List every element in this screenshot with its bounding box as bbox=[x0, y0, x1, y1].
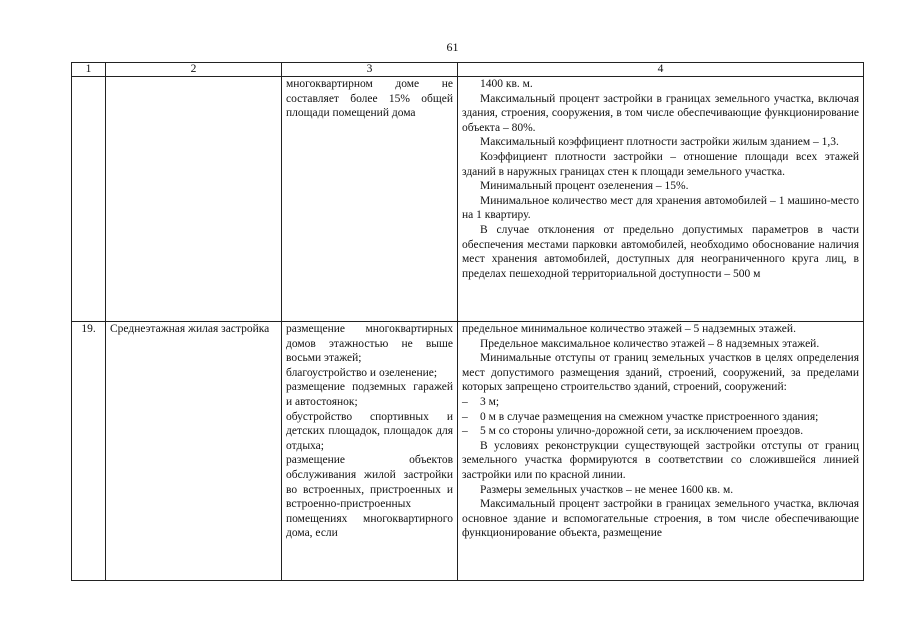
parameter-text: Максимальный процент застройки в границах земельного участка, включая основное здание и вспомогательные строения, в том числе обеспечивающие функционирование объекта, размещение bbox=[462, 498, 859, 540]
table-row-continuation bbox=[72, 77, 864, 322]
cell-name bbox=[106, 77, 282, 322]
parameter-text: Максимальный процент застройки в границах земельного участка, включая здания, строения, сооружения, в том числе обеспечивающие функционирование объекта – 80%. bbox=[462, 92, 859, 134]
permitted-use-text: благоустройство и озеленение; bbox=[286, 366, 438, 379]
column-number-2: 2 bbox=[106, 63, 282, 77]
dash-item-text: 0 м в случае размещения на смежном участке пристроенного здания; bbox=[480, 410, 819, 423]
cell-parameters bbox=[458, 322, 864, 581]
column-number-row bbox=[72, 63, 864, 77]
parameter-text: Минимальные отступы от границ земельных участков в целях определения мест допустимого размещения зданий, строений, сооружений, за пределами которых запрещено строительство зданий, строений, сооружений: bbox=[462, 352, 859, 394]
permitted-use-text: размещение подземных гаражей и автостоянок; bbox=[286, 381, 453, 408]
parameter-text: Коэффициент плотности застройки – отношение площади всех этажей зданий в наружных границах стен к площади земельного участка. bbox=[462, 150, 859, 178]
dash-list-item bbox=[462, 395, 859, 410]
dash-list-item bbox=[462, 424, 859, 439]
regulations-table bbox=[71, 62, 864, 581]
zone-name bbox=[106, 322, 282, 581]
table-row-19 bbox=[72, 322, 864, 581]
permitted-use-text: размещение многоквартирных домов этажностью не выше восьми этажей; bbox=[286, 323, 453, 365]
dash-list-item bbox=[462, 410, 859, 425]
row-number: 19. bbox=[72, 322, 106, 581]
parameter-text: 1400 кв. м. bbox=[480, 78, 533, 90]
permitted-use-text: многоквартирном доме не составляет более 15% общей площади помещений дома bbox=[286, 78, 453, 120]
permitted-use-text: размещение объектов обслуживания жилой застройки во встроенных, пристроенных и встроенно-пристроенных помещениях многоквартирного дома, если bbox=[286, 454, 453, 540]
parameter-text: Минимальное количество мест для хранения автомобилей – 1 машино-место на 1 квартиру. bbox=[462, 194, 859, 222]
cell-permitted-use bbox=[282, 322, 458, 581]
column-number-4: 4 bbox=[458, 63, 864, 77]
parameter-text: В условиях реконструкции существующей застройки отступы от границ земельного участка формируются в соответствии со сложившейся линией застройки или по красной линии. bbox=[462, 439, 859, 481]
dash-item-text: 5 м со стороны улично-дорожной сети, за исключением проездов. bbox=[480, 425, 804, 438]
dash-item-text: 3 м; bbox=[480, 395, 500, 408]
zone-name-text: Среднеэтажная жилая застройка bbox=[110, 323, 270, 335]
dash-bullet: – bbox=[462, 395, 468, 408]
parameter-text: Максимальный коэффициент плотности застройки жилым зданием – 1,3. bbox=[480, 136, 839, 149]
parameter-text: Предельное максимальное количество этажей – 8 надземных этажей. bbox=[480, 337, 820, 350]
column-number-3: 3 bbox=[282, 63, 458, 77]
column-number-1: 1 bbox=[72, 63, 106, 77]
dash-bullet: – bbox=[462, 410, 468, 423]
permitted-use-text: обустройство спортивных и детских площадок, площадок для отдыха; bbox=[286, 410, 453, 452]
parameter-text: Размеры земельных участков – не менее 1600 кв. м. bbox=[480, 483, 734, 496]
parameter-text: В случае отклонения от предельно допустимых параметров в части обеспечения местами парковки автомобилей, необходимо обоснование наличия мест хранения автомобилей, доступных для неограниченного круга лиц, в пределах пешеходной территориальной доступности – 500 м bbox=[462, 223, 859, 280]
parameter-text: Минимальный процент озеленения – 15%. bbox=[480, 180, 689, 193]
parameter-text: предельное минимальное количество этажей – 5 надземных этажей. bbox=[462, 323, 796, 335]
cell-num bbox=[72, 77, 106, 322]
cell-permitted-use bbox=[282, 77, 458, 322]
page-number: 61 bbox=[446, 40, 459, 54]
dash-bullet: – bbox=[462, 425, 468, 438]
cell-parameters bbox=[458, 77, 864, 322]
